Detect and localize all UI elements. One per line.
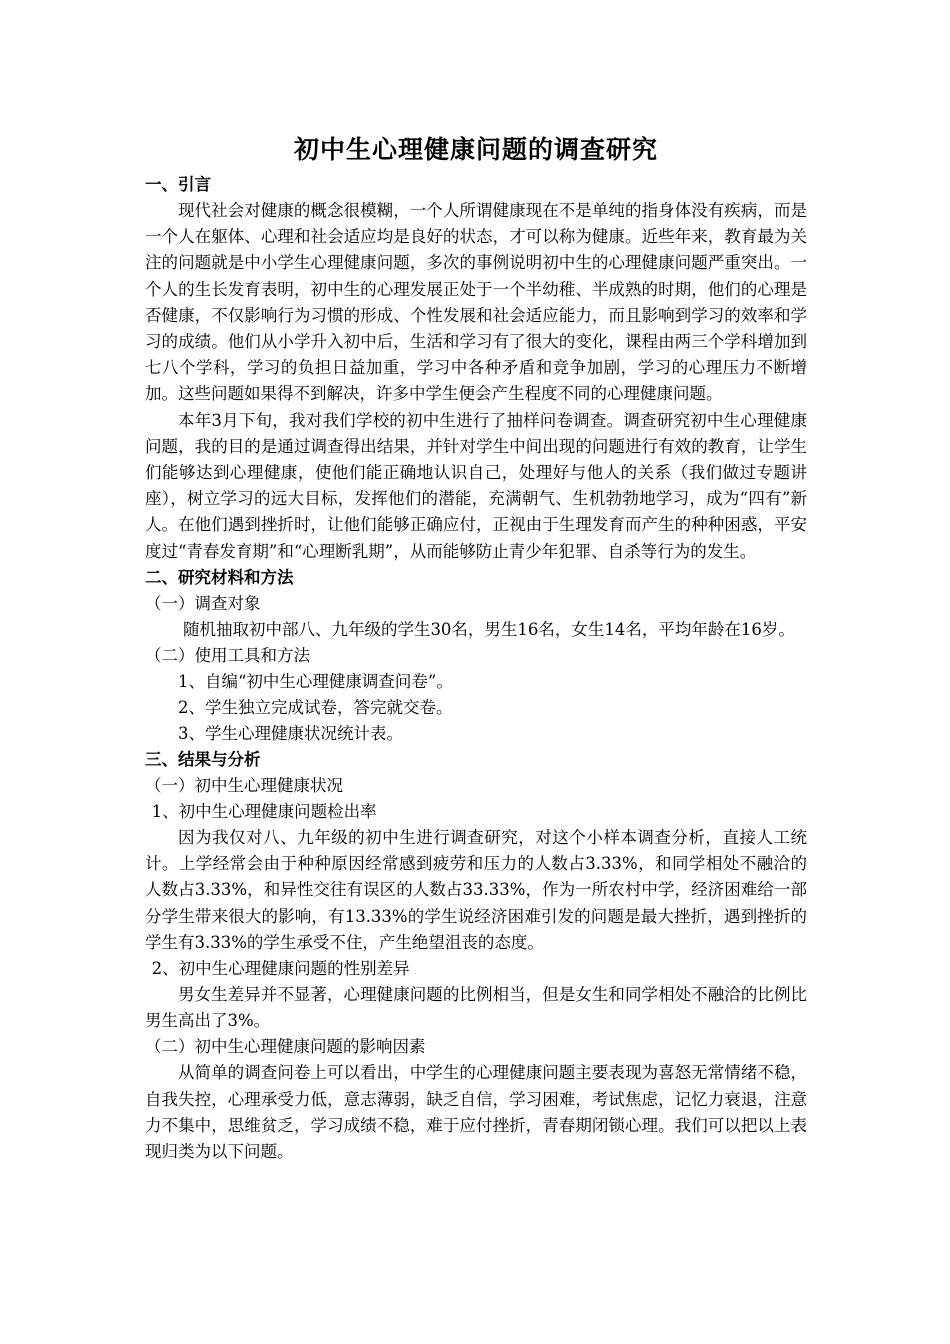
list-item-tool-2: 2、学生独立完成试卷，答完就交卷。	[178, 698, 453, 718]
section-heading-intro: 一、引言	[145, 175, 211, 194]
paragraph-intro-1: 现代社会对健康的概念很模糊，一个人所谓健康现在不是单纯的指身体没有疾病，而是一个人在躯体、心理和社会适应均是良好的状态，才可以称为健康。近些年来，教育最为关注的问题就是中小学生心理健康问题，多次的事例说明初中生的心理健康问题严重突出。一个人的生长发育表明，初中生的心理发展正处于一个半幼稚、半成熟的时期，他们的心理是否健康，不仅影响行为习惯的形成、个性发展和社会适应能力，而且影响到学习的效率和学习的成绩。他们从小学升入初中后，生活和学习有了很大的变化，课程由两三个学科增加到七八个学科，学习的负担日益加重，学习中各种矛盾和竞争加剧，学习的心理压力不断增加。这些问题如果得不到解决，许多中学生便会产生程度不同的心理健康问题。	[145, 201, 807, 404]
subheading-tools-methods: （二）使用工具和方法	[145, 646, 310, 666]
paragraph-detection-rate: 因为我仅对八、九年级的初中生进行调查研究，对这个小样本调查分析，直接人工统计。上学经常会由于种种原因经常感到疲劳和压力的人数占3.33%，和同学相处不融洽的人数占3.33%，和异性交往有误区的人数占33.33%，作为一所农村中学，经济困难给一部分学生带来很大的影响，有13.33%的学生说经济困难引发的问题是最大挫折，遇到挫折的学生有3.33%的学生承受不住，产生绝望沮丧的态度。	[145, 828, 807, 952]
subheading-gender-difference: 2、初中生心理健康问题的性别差异	[151, 959, 410, 979]
paragraph-intro-2: 本年3月下旬，我对我们学校的初中生进行了抽样问卷调查。调查研究初中生心理健康问题，我的目的是通过调查得出结果，并针对学生中间出现的问题进行有效的教育，让学生们能够达到心理健康，使他们能正确地认识自己，处理好与他人的关系（我们做过专题讲座），树立学习的远大目标，发挥他们的潜能，充满朝气、生机勃勃地学习，成为“四有”新人。在他们遇到挫折时，让他们能够正确应付，正视由于生理发育而产生的种种困惑，平安度过“青春发育期”和“心理断乳期”，从而能够防止青少年犯罪、自杀等行为的发生。	[145, 410, 807, 561]
list-item-tool-3: 3、学生心理健康状况统计表。	[178, 724, 403, 744]
section-intro	[145, 172, 807, 565]
section-results	[145, 747, 807, 1165]
subheading-survey-subjects: （一）调查对象	[145, 593, 261, 613]
subheading-mental-health-status: （一）初中生心理健康状况	[145, 776, 343, 796]
document-page	[145, 130, 807, 1165]
section-heading-results: 三、结果与分析	[145, 750, 261, 770]
section-methods	[145, 565, 807, 747]
paragraph-survey-subjects: 随机抽取初中部八、九年级的学生30名，男生16名，女生14名，平均年龄在16岁。	[182, 619, 795, 639]
subheading-detection-rate: 1、初中生心理健康问题检出率	[151, 802, 377, 822]
paragraph-gender-difference: 男女生差异并不显著，心理健康问题的比例相当，但是女生和同学相处不融洽的比例比男生高出了3%。	[145, 985, 807, 1031]
list-item-tool-1: 1、自编“初中生心理健康调查问卷”。	[178, 672, 453, 692]
section-heading-methods: 二、研究材料和方法	[145, 567, 294, 587]
paragraph-influencing-factors: 从简单的调查问卷上可以看出，中学生的心理健康问题主要表现为喜怒无常情绪不稳，自我失控，心理承受力低，意志薄弱，缺乏自信，学习困难，考试焦虑，记忆力衰退，注意力不集中，思维贫乏，学习成绩不稳，难于应付挫折，青春期闭锁心理。我们可以把以上表现归类为以下问题。	[145, 1063, 807, 1162]
document-title: 初中生心理健康问题的调查研究	[293, 135, 658, 164]
subheading-influencing-factors: （二）初中生心理健康问题的影响因素	[145, 1037, 426, 1057]
